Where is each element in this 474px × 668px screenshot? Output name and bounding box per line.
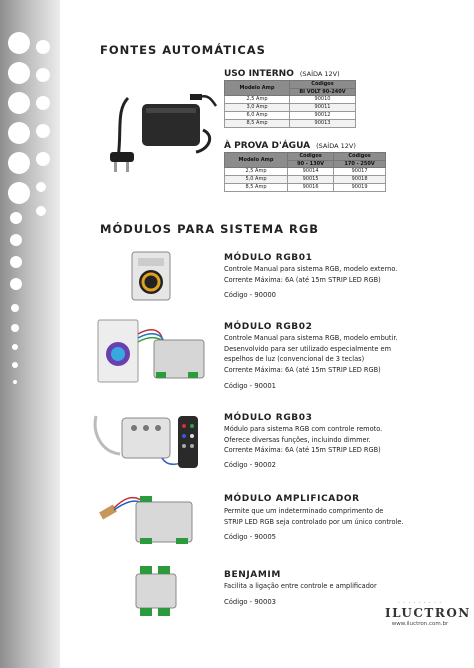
prova-agua-heading <box>224 141 356 151</box>
module-code: Código - 90001 <box>224 382 276 390</box>
table-cell: 2,5 Amp <box>225 168 288 176</box>
table-cell: 90017 <box>334 168 386 176</box>
decorative-dot <box>8 32 30 54</box>
module-description-line: espelhos de luz (convencional de 3 teclas) <box>224 355 365 363</box>
decorative-dot <box>36 68 50 82</box>
table-cell: 90015 <box>288 176 334 184</box>
benjamim-image <box>130 562 182 620</box>
power-supply-image <box>108 80 220 176</box>
decorative-dot <box>36 152 50 166</box>
module-description-line: Facilita a ligação entre controle e amplificador <box>224 582 377 590</box>
table-cell: 3,0 Amp <box>225 104 290 112</box>
decorative-dot <box>12 344 18 350</box>
prova-agua-title: À PROVA D'ÁGUA <box>224 141 311 151</box>
uso-interno-title: USO INTERNO <box>224 69 294 79</box>
module-code: Código - 90000 <box>224 291 276 299</box>
uso-interno-note: (SAÍDA 12V) <box>299 70 340 78</box>
module-code: Código - 90003 <box>224 598 276 606</box>
module-description <box>224 264 444 285</box>
table-cell: 90012 <box>290 112 356 120</box>
module-title: MÓDULO RGB03 <box>224 413 313 423</box>
module-description-line: Corrente Máxima: 6A (até 15m STRIP LED RGB) <box>224 446 381 454</box>
decorative-dot <box>8 182 30 204</box>
amplifier-image <box>98 486 196 548</box>
module-title: MÓDULO AMPLIFICADOR <box>224 494 360 504</box>
module-description-line: Módulo para sistema RGB com controle remoto. <box>224 425 383 433</box>
rgb03-image <box>92 404 216 474</box>
module-code: Código - 90005 <box>224 533 276 541</box>
module-description <box>224 506 444 527</box>
module-description-line: Oferece diversas funções, incluindo dimmer. <box>224 435 371 444</box>
decorative-sidebar <box>0 0 60 668</box>
decorative-dot <box>13 380 17 384</box>
module-description-line: Permite que um indeterminado comprimento de <box>224 507 384 515</box>
decorative-dot <box>36 124 50 138</box>
decorative-dot <box>36 206 46 216</box>
decorative-dot <box>10 256 22 268</box>
rgb02-image <box>96 314 208 386</box>
table-cell: 90013 <box>290 120 356 128</box>
decorative-dot <box>8 152 30 174</box>
module-code: Código - 90002 <box>224 461 276 469</box>
decorative-dot <box>36 40 50 54</box>
decorative-dot <box>8 92 30 114</box>
logo-url: www.iluctron.com.br <box>391 621 449 627</box>
section-title-fontes: FONTES AUTOMÁTICAS <box>100 43 266 57</box>
iluctron-logo <box>385 600 471 627</box>
uso-interno-heading <box>224 69 340 79</box>
table-header: Códigos <box>290 81 356 89</box>
table-cell: 90011 <box>290 104 356 112</box>
decorative-dot <box>36 96 50 110</box>
table-header: BI VOLT 90-240V <box>290 88 356 96</box>
table-cell: 8,5 Amp <box>225 120 290 128</box>
table-cell: 90018 <box>334 176 386 184</box>
module-description <box>224 333 444 375</box>
logo-name: ILUCTRON <box>385 606 471 620</box>
decorative-dot <box>10 234 22 246</box>
table-cell: 6,0 Amp <box>225 112 290 120</box>
table-header: Códigos <box>288 153 334 161</box>
table-header: 90 - 130V <box>288 160 334 168</box>
decorative-dot <box>12 362 18 368</box>
module-description-line: Controle Manual para sistema RGB, modelo embutir. <box>224 334 398 342</box>
decorative-dot <box>10 278 22 290</box>
decorative-dot <box>11 304 19 312</box>
decorative-dot <box>10 212 22 224</box>
prova-agua-table <box>224 152 386 192</box>
logo-stars-icon: · · · · · · · · · <box>397 600 443 606</box>
module-title: BENJAMIM <box>224 570 281 580</box>
table-header: Modelo Amp <box>225 153 288 168</box>
table-cell: 5,0 Amp <box>225 176 288 184</box>
uso-interno-table <box>224 80 356 128</box>
table-cell: 8,5 Amp <box>225 184 288 192</box>
decorative-dot <box>8 122 30 144</box>
module-description <box>224 581 444 592</box>
section-title-modulos: MÓDULOS PARA SISTEMA RGB <box>100 222 320 236</box>
table-cell: 90016 <box>288 184 334 192</box>
module-title: MÓDULO RGB01 <box>224 253 313 263</box>
table-header: Modelo Amp <box>225 81 290 96</box>
table-cell: 2,5 Amp <box>225 96 290 104</box>
decorative-dot <box>36 182 46 192</box>
table-cell: 90019 <box>334 184 386 192</box>
module-description <box>224 424 444 456</box>
module-description-line: Corrente Máxima: 6A (até 15m STRIP LED RGB) <box>224 275 381 284</box>
module-description-line: Controle Manual para sistema RGB, modelo externo. <box>224 265 398 273</box>
table-header: Códigos <box>334 153 386 161</box>
module-description-line: Desenvolvido para ser utilizado especialmente em <box>224 344 392 353</box>
rgb01-image <box>128 250 174 302</box>
module-description-line: STRIP LED RGB seja controlado por um único controle. <box>224 517 404 526</box>
module-description-line: Corrente Máxima: 6A (até 15m STRIP LED RGB) <box>224 365 381 374</box>
prova-agua-note: (SAÍDA 12V) <box>316 142 356 150</box>
table-header: 170 - 250V <box>334 160 386 168</box>
decorative-dot <box>11 324 19 332</box>
table-cell: 90010 <box>290 96 356 104</box>
table-cell: 90014 <box>288 168 334 176</box>
decorative-dot <box>8 62 30 84</box>
module-title: MÓDULO RGB02 <box>224 322 313 332</box>
